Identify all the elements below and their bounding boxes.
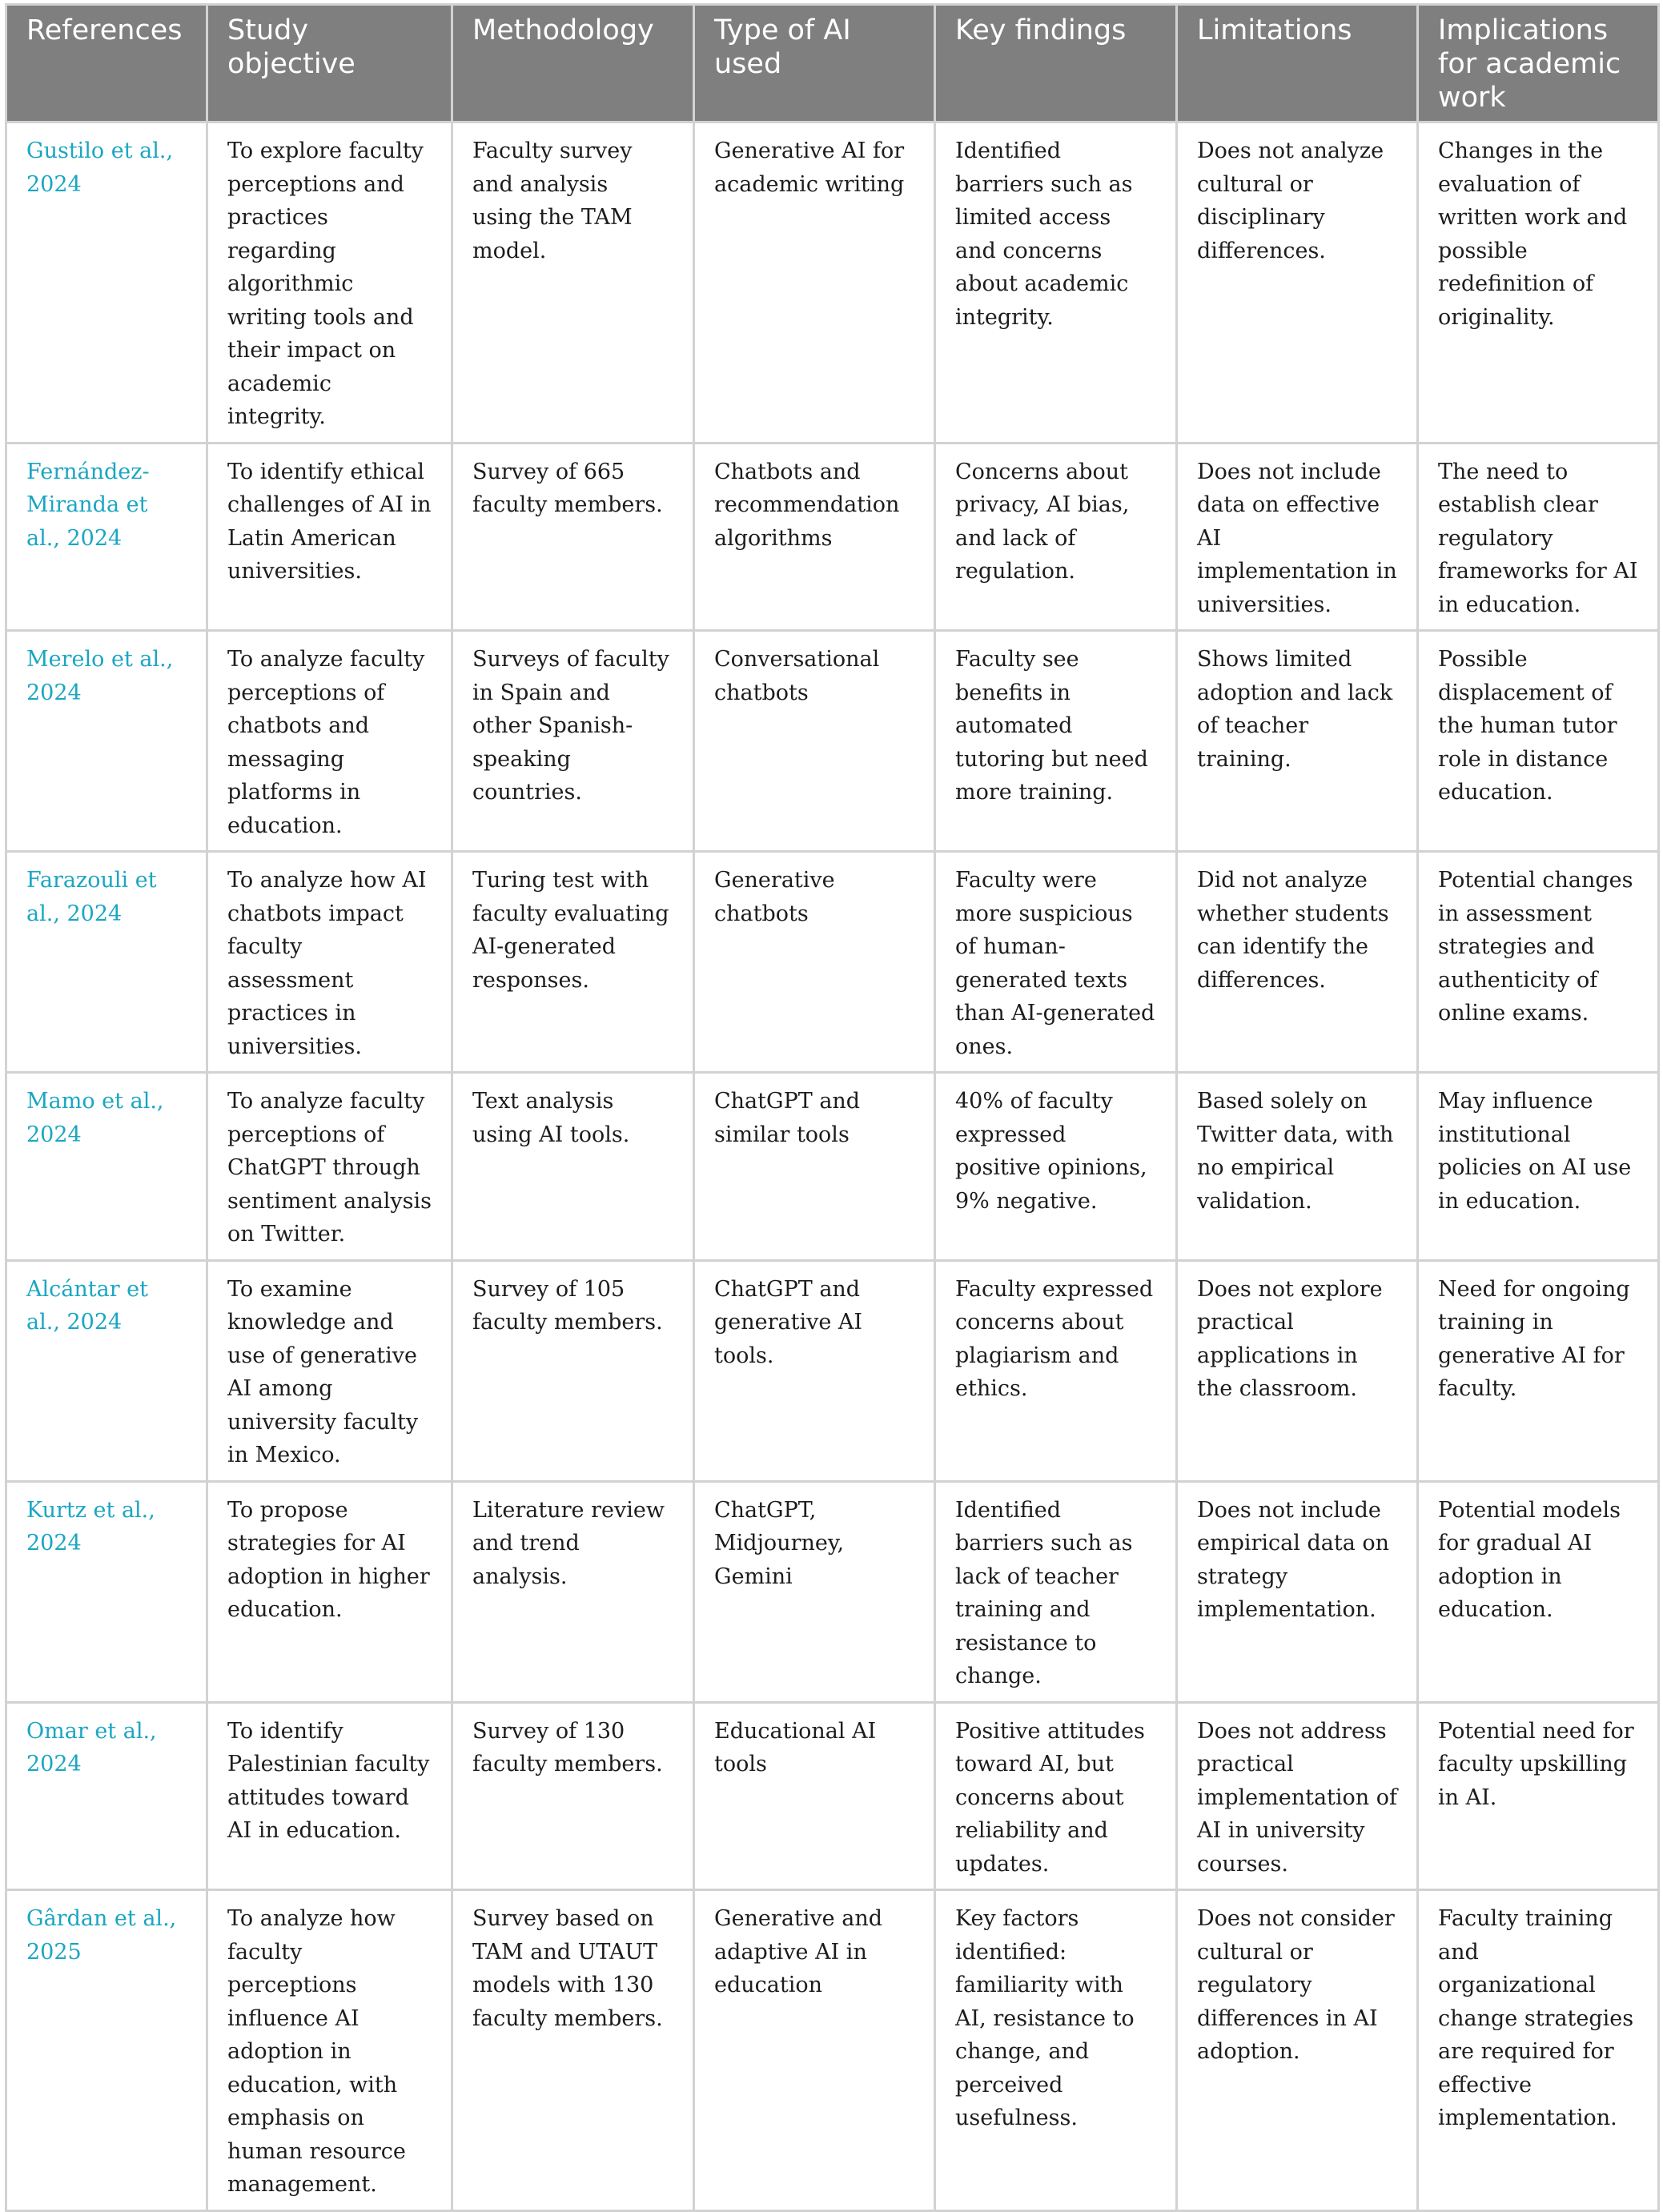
ai-type-cell: ChatGPT, Midjourney, Gemini bbox=[694, 1481, 935, 1702]
methodology-cell: Survey of 130 faculty members. bbox=[452, 1702, 694, 1890]
limitations-cell: Does not include data on effective AI implementation in universities. bbox=[1177, 443, 1418, 631]
limitations-cell: Did not analyze whether students can identify the differences. bbox=[1177, 852, 1418, 1073]
findings-cell: Identified barriers such as limited access and concerns about academic integrity. bbox=[935, 122, 1177, 444]
methodology-cell: Survey of 665 faculty members. bbox=[452, 443, 694, 631]
reference-cell bbox=[6, 852, 207, 1073]
objective-cell: To examine knowledge and use of generative AI among university faculty in Mexico. bbox=[207, 1260, 452, 1481]
ai-type-cell: Chatbots and recommendation algorithms bbox=[694, 443, 935, 631]
implications-cell: Possible displacement of the human tutor role in distance education. bbox=[1418, 631, 1659, 852]
findings-cell: Faculty expressed concerns about plagiarism and ethics. bbox=[935, 1260, 1177, 1481]
methodology-cell: Surveys of faculty in Spain and other Spanish-speaking countries. bbox=[452, 631, 694, 852]
methodology-cell: Faculty survey and analysis using the TAM model. bbox=[452, 122, 694, 444]
column-header-key-findings: Key findings bbox=[935, 5, 1177, 122]
table-row bbox=[6, 1481, 1659, 1702]
methodology-cell: Text analysis using AI tools. bbox=[452, 1073, 694, 1261]
objective-cell: To analyze faculty perceptions of chatbots and messaging platforms in education. bbox=[207, 631, 452, 852]
table-row bbox=[6, 1260, 1659, 1481]
reference-link[interactable]: Gârdan et al., 2025 bbox=[26, 1906, 177, 1965]
methodology-cell: Survey based on TAM and UTAUT models with 130 faculty members. bbox=[452, 1890, 694, 2211]
implications-cell: May influence institutional policies on AI use in education. bbox=[1418, 1073, 1659, 1261]
findings-cell: Faculty see benefits in automated tutoring but need more training. bbox=[935, 631, 1177, 852]
header-row bbox=[6, 5, 1659, 122]
objective-cell: To analyze how faculty perceptions influence AI adoption in education, with emphasis on human resource management. bbox=[207, 1890, 452, 2211]
reference-link[interactable]: Alcántar et al., 2024 bbox=[26, 1276, 149, 1335]
column-header-implications: Implications for academic work bbox=[1418, 5, 1659, 122]
objective-cell: To identify Palestinian faculty attitudes toward AI in education. bbox=[207, 1702, 452, 1890]
table-row bbox=[6, 1890, 1659, 2211]
reference-link[interactable]: Mamo et al., 2024 bbox=[26, 1089, 164, 1147]
limitations-cell: Does not explore practical applications in the classroom. bbox=[1177, 1260, 1418, 1481]
table-row bbox=[6, 443, 1659, 631]
findings-cell: Key factors identified: familiarity with AI, resistance to change, and perceived usefulness. bbox=[935, 1890, 1177, 2211]
implications-cell: Faculty training and organizational change strategies are required for effective implementation. bbox=[1418, 1890, 1659, 2211]
reference-cell bbox=[6, 443, 207, 631]
objective-cell: To analyze how AI chatbots impact faculty assessment practices in universities. bbox=[207, 852, 452, 1073]
limitations-cell: Based solely on Twitter data, with no empirical validation. bbox=[1177, 1073, 1418, 1261]
reference-link[interactable]: Farazouli et al., 2024 bbox=[26, 868, 157, 926]
reference-cell bbox=[6, 1073, 207, 1261]
table-row bbox=[6, 631, 1659, 852]
reference-link[interactable]: Merelo et al., 2024 bbox=[26, 647, 174, 705]
reference-cell bbox=[6, 1890, 207, 2211]
methodology-cell: Survey of 105 faculty members. bbox=[452, 1260, 694, 1481]
reference-cell bbox=[6, 122, 207, 444]
reference-cell bbox=[6, 1260, 207, 1481]
reference-link[interactable]: Kurtz et al., 2024 bbox=[26, 1497, 155, 1556]
column-header-study-objective: Study objective bbox=[207, 5, 452, 122]
objective-cell: To identify ethical challenges of AI in Latin American universities. bbox=[207, 443, 452, 631]
limitations-cell: Shows limited adoption and lack of teacher training. bbox=[1177, 631, 1418, 852]
reference-cell bbox=[6, 1702, 207, 1890]
column-header-limitations: Limitations bbox=[1177, 5, 1418, 122]
findings-cell: Faculty were more suspicious of human-generated texts than AI-generated ones. bbox=[935, 852, 1177, 1073]
reference-cell bbox=[6, 631, 207, 852]
limitations-cell: Does not consider cultural or regulatory differences in AI adoption. bbox=[1177, 1890, 1418, 2211]
objective-cell: To explore faculty perceptions and practices regarding algorithmic writing tools and their impact on academic integrity. bbox=[207, 122, 452, 444]
column-header-type-of-ai: Type of AI used bbox=[694, 5, 935, 122]
findings-cell: 40% of faculty expressed positive opinions, 9% negative. bbox=[935, 1073, 1177, 1261]
ai-type-cell: Generative AI for academic writing bbox=[694, 122, 935, 444]
objective-cell: To analyze faculty perceptions of ChatGPT through sentiment analysis on Twitter. bbox=[207, 1073, 452, 1261]
limitations-cell: Does not address practical implementation of AI in university courses. bbox=[1177, 1702, 1418, 1890]
implications-cell: Potential need for faculty upskilling in AI. bbox=[1418, 1702, 1659, 1890]
implications-cell: The need to establish clear regulatory frameworks for AI in education. bbox=[1418, 443, 1659, 631]
reference-cell bbox=[6, 1481, 207, 1702]
findings-cell: Identified barriers such as lack of teacher training and resistance to change. bbox=[935, 1481, 1177, 1702]
implications-cell: Need for ongoing training in generative AI for faculty. bbox=[1418, 1260, 1659, 1481]
column-header-references: References bbox=[6, 5, 207, 122]
ai-type-cell: Generative and adaptive AI in education bbox=[694, 1890, 935, 2211]
methodology-cell: Literature review and trend analysis. bbox=[452, 1481, 694, 1702]
ai-type-cell: Educational AI tools bbox=[694, 1702, 935, 1890]
table-row bbox=[6, 1702, 1659, 1890]
objective-cell: To propose strategies for AI adoption in higher education. bbox=[207, 1481, 452, 1702]
ai-type-cell: ChatGPT and generative AI tools. bbox=[694, 1260, 935, 1481]
findings-cell: Concerns about privacy, AI bias, and lack of regulation. bbox=[935, 443, 1177, 631]
methodology-cell: Turing test with faculty evaluating AI-generated responses. bbox=[452, 852, 694, 1073]
table-row bbox=[6, 852, 1659, 1073]
ai-type-cell: Generative chatbots bbox=[694, 852, 935, 1073]
ai-type-cell: ChatGPT and similar tools bbox=[694, 1073, 935, 1261]
limitations-cell: Does not analyze cultural or disciplinary differences. bbox=[1177, 122, 1418, 444]
reference-link[interactable]: Fernández-Miranda et al., 2024 bbox=[26, 459, 150, 551]
reference-link[interactable]: Gustilo et al., 2024 bbox=[26, 139, 174, 197]
reference-link[interactable]: Omar et al., 2024 bbox=[26, 1718, 157, 1776]
findings-cell: Positive attitudes toward AI, but concerns about reliability and updates. bbox=[935, 1702, 1177, 1890]
implications-cell: Potential models for gradual AI adoption in education. bbox=[1418, 1481, 1659, 1702]
literature-table bbox=[5, 3, 1660, 2212]
table-row bbox=[6, 122, 1659, 444]
implications-cell: Changes in the evaluation of written work and possible redefinition of originality. bbox=[1418, 122, 1659, 444]
ai-type-cell: Conversational chatbots bbox=[694, 631, 935, 852]
table-row bbox=[6, 1073, 1659, 1261]
implications-cell: Potential changes in assessment strategies and authenticity of online exams. bbox=[1418, 852, 1659, 1073]
column-header-methodology: Methodology bbox=[452, 5, 694, 122]
limitations-cell: Does not include empirical data on strategy implementation. bbox=[1177, 1481, 1418, 1702]
